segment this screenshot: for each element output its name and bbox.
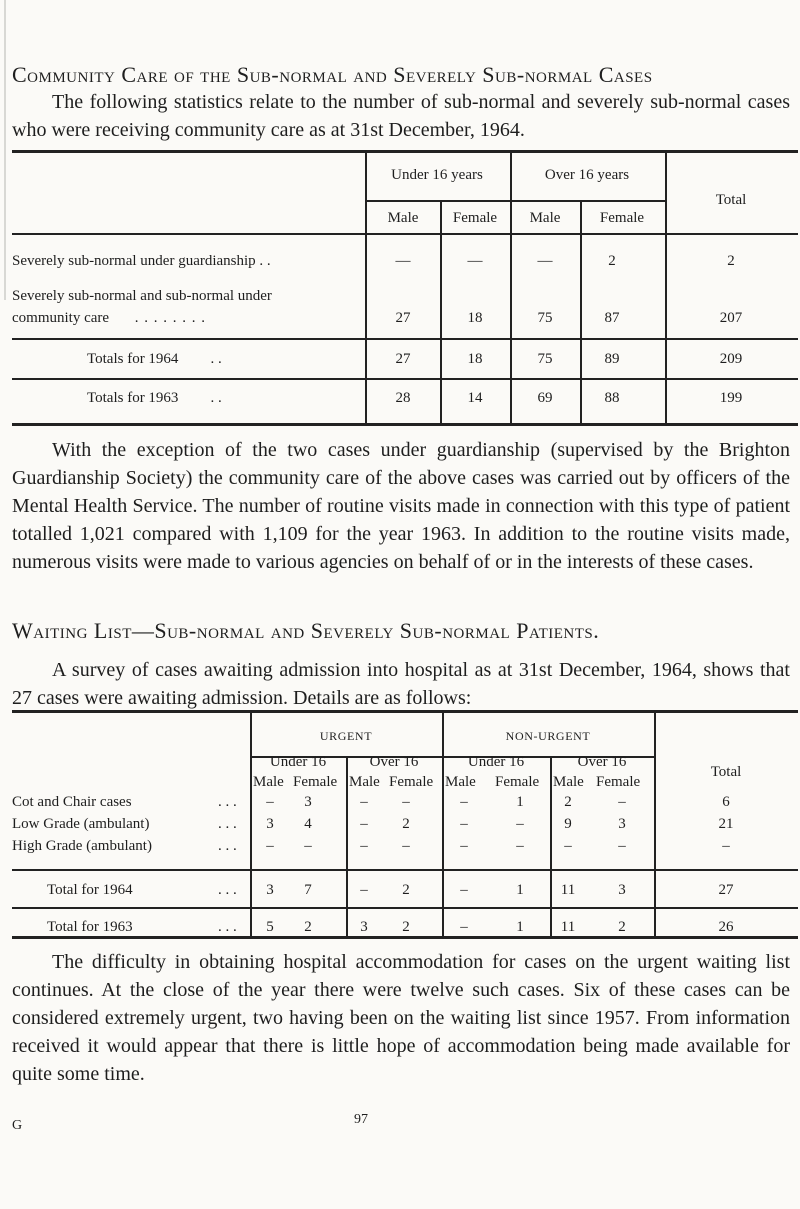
table-cell: 2 [608,253,616,269]
table-cell: – [460,882,468,898]
header-over-16: Over 16 years [544,167,630,183]
header-under-16: Under 16 [467,754,525,770]
table-cell: 11 [560,919,576,935]
scan-edge-line [4,0,6,300]
table-cell: – [722,838,730,854]
table-cell: 2 [402,919,410,935]
table-cell: 2 [727,253,735,269]
table-cell: 75 [537,351,553,367]
table-top-rule [12,150,798,153]
row-label: Low Grade (ambulant) . . . [12,816,237,832]
table-cell: – [304,838,312,854]
row-label: Total for 1963 . . . [47,919,237,935]
table-cell: 1 [516,882,524,898]
header-total: Total [715,192,747,208]
header-over-16: Over 16 [577,754,627,770]
table-cell: – [460,816,468,832]
table-cell: 75 [537,310,553,326]
table-cell: 2 [564,794,572,810]
table-cell: – [360,882,368,898]
header-female: Female [596,774,641,790]
paragraph-survey: A survey of cases awaiting admission into hospital as at 31st December, 1964, shows that 27 cases were awaiting admission. Details are as follows: [12,659,790,709]
header-male: Male [387,210,419,226]
table-cell: – [618,838,626,854]
table-cell: 11 [560,882,576,898]
header-under-16: Under 16 years [391,167,483,183]
page-number: 97 [354,1112,368,1127]
header-non-urgent: NON-URGENT [505,729,591,743]
intro-paragraph: The following statistics relate to the number of sub-normal and severely sub-normal cases who were receiving community care as at 31st December, 1964. [12,91,790,141]
table-cell: — [395,253,411,269]
table-cell: 2 [304,919,312,935]
table-cell: – [516,838,524,854]
header-under-16: Under 16 [269,754,327,770]
table-cell: 209 [719,351,743,367]
table-cell: 27 [395,351,411,367]
paragraph-difficulty: The difficulty in obtaining hospital accommodation for cases on the urgent waiting list continues. At the close of the year there were twelve such cases. Six of these cases can be considered extremely urgent, two having been on the waiting list since 1957. From information received it would appear that there is little hope of accommodation being made available for quite some time. [12,951,790,1085]
waiting-list-table [12,710,798,950]
table-cell: — [537,253,553,269]
header-female: Female [495,774,540,790]
row-label: Severely sub-normal and sub-normal under [12,288,272,304]
table-cell: 87 [604,310,620,326]
table-cell: – [266,794,274,810]
row-label: Totals for 1963 . . [87,390,222,406]
table-cell: 27 [395,310,411,326]
table-cell: 27 [718,882,734,898]
table-cell: 7 [304,882,312,898]
table-cell: 14 [467,390,483,406]
header-female: Female [389,774,434,790]
table-cell: 3 [304,794,312,810]
table-cell: 199 [719,390,743,406]
table-cell: 21 [718,816,734,832]
table-cell: 18 [467,351,483,367]
table-bottom-rule [12,423,798,426]
table-cell: – [266,838,274,854]
table-cell: 3 [618,816,626,832]
table-cell: 69 [537,390,553,406]
table-cell: – [618,794,626,810]
table-cell: – [460,919,468,935]
table-cell: 2 [618,919,626,935]
table-cell: 3 [266,816,274,832]
table-cell: – [360,838,368,854]
header-male: Male [253,774,284,790]
table-cell: 1 [516,919,524,935]
header-over-16: Over 16 [369,754,419,770]
table-cell: 28 [395,390,411,406]
table-cell: 4 [304,816,312,832]
header-male: Male [529,210,561,226]
header-male: Male [349,774,380,790]
table-cell: 89 [604,351,620,367]
table-cell: 5 [266,919,274,935]
table-cell: 26 [718,919,734,935]
table-cell: — [467,253,483,269]
signature-mark: G [12,1118,23,1133]
header-male: Male [445,774,476,790]
table-cell: 6 [722,794,730,810]
row-label: Total for 1964 . . . [47,882,237,898]
header-female: Female [599,210,645,226]
table-cell: 3 [266,882,274,898]
row-label: Cot and Chair cases . . . [12,794,237,810]
table-cell: 207 [719,310,743,326]
table-cell: – [360,794,368,810]
table-cell: – [564,838,572,854]
table-cell: 3 [360,919,368,935]
header-female: Female [293,774,338,790]
section-heading-community-care: Community Care of the Sub-normal and Severely Sub-normal Cases [12,62,653,87]
community-care-table [12,150,798,426]
table-cell: 18 [467,310,483,326]
table-cell: 2 [402,816,410,832]
header-total: Total [710,764,742,780]
table-cell: – [460,794,468,810]
table-cell: – [402,838,410,854]
table-cell: 9 [564,816,572,832]
paragraph-community-care: With the exception of the two cases under guardianship (supervised by the Brighton Guardianship Society) the community care of the above cases was carried out by officers of the Mental Health Service. The number of routine visits made in connection with this type of patient totalled 1,021 compared with 1,109 for the year 1963. In addition to the routine visits made, numerous visits were made to various agencies on behalf of or in the interests of these cases. [12,439,790,573]
row-label: High Grade (ambulant) . . . [12,838,237,854]
header-male: Male [553,774,584,790]
table-cell: – [460,838,468,854]
table-cell: – [360,816,368,832]
table-cell: – [516,816,524,832]
table-cell: 2 [402,882,410,898]
header-urgent: URGENT [319,729,373,743]
row-label-continued: community care . . . . . . . . [12,310,207,326]
table-cell: 1 [516,794,524,810]
section-heading-waiting-list: Waiting List—Sub-normal and Severely Sub-normal Patients. [12,618,600,643]
header-female: Female [452,210,498,226]
table-cell: 88 [604,390,620,406]
table-cell: – [402,794,410,810]
row-label: Severely sub-normal under guardianship . . [12,253,271,269]
row-label: Totals for 1964 . . [87,351,222,367]
table-cell: 3 [618,882,626,898]
